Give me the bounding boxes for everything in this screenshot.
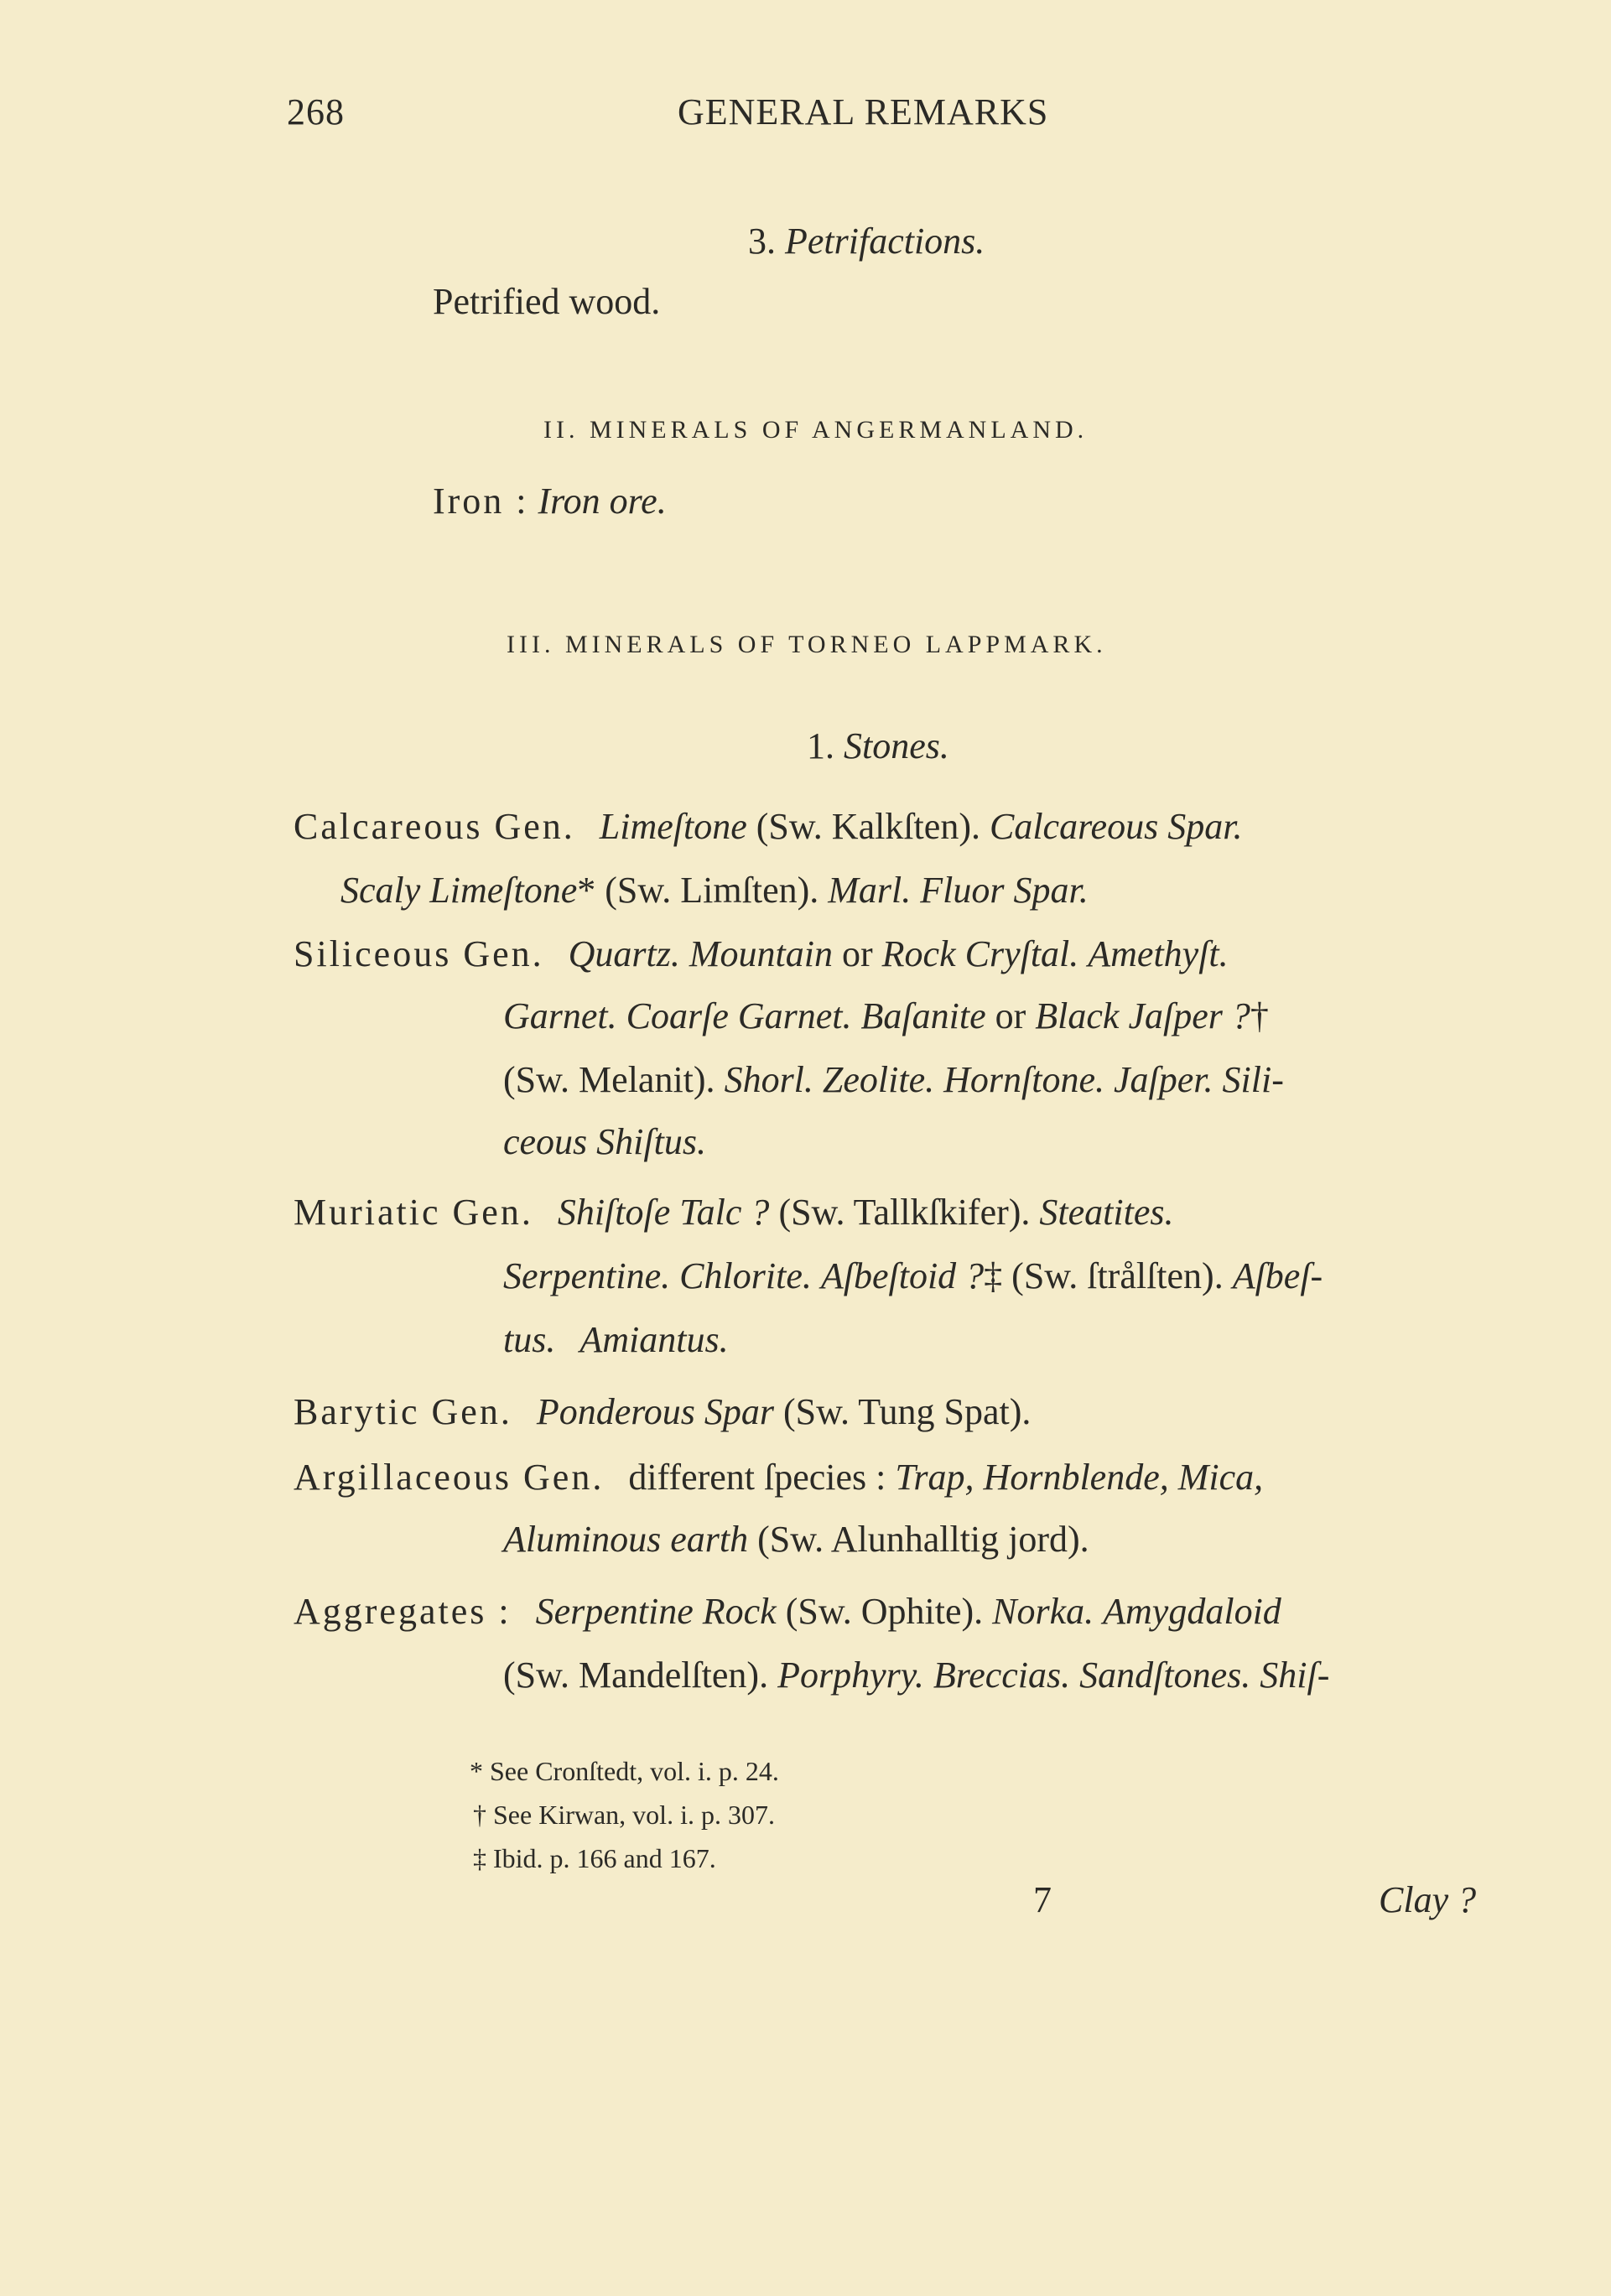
aluminous-earth: Aluminous earth	[503, 1519, 749, 1560]
scaly-limestone: Scaly Limeſtone	[340, 870, 578, 911]
mandelsten-line	[503, 1654, 1329, 1696]
signature-mark: 7	[1033, 1879, 1052, 1920]
or-word-2: or	[995, 995, 1026, 1036]
steatites: Steatites.	[1039, 1192, 1174, 1233]
tung-spat: (Sw. Tung Spat).	[782, 1391, 1032, 1432]
serpentine-line	[503, 1254, 1323, 1297]
norka: Norka.	[992, 1591, 1094, 1632]
porphyry: Porphyry.	[777, 1654, 924, 1696]
hornstone: Hornſtone.	[943, 1059, 1105, 1100]
aluminous-line	[503, 1518, 1089, 1561]
garnet: Garnet.	[503, 995, 617, 1036]
shorl: Shorl.	[724, 1059, 813, 1100]
amiantus-line	[503, 1318, 729, 1361]
zeolite: Zeolite.	[822, 1059, 935, 1100]
amethyst: Amethyſt.	[1088, 933, 1229, 974]
coarse-garnet: Coarſe Garnet.	[626, 995, 852, 1036]
muriatic-genus: Muriatic Gen.	[294, 1192, 533, 1233]
siliceous-shistus-line	[503, 1120, 706, 1163]
footnote-ref-double-dagger: ‡	[984, 1255, 1003, 1296]
scaly-limestone-line	[340, 869, 1089, 912]
fluor-spar: Fluor Spar.	[920, 870, 1089, 911]
basanite: Baſanite	[860, 995, 986, 1036]
section-3-title	[748, 220, 985, 262]
argillaceous-line	[294, 1456, 1263, 1499]
aggregates-line	[294, 1590, 1281, 1633]
section-3-name: Petrifactions.	[785, 221, 985, 262]
marl: Marl.	[828, 870, 912, 911]
serpentine: Serpentine.	[503, 1255, 671, 1296]
argillaceous-genus: Argillaceous Gen.	[294, 1457, 605, 1498]
tallkskifer: (Sw. Tallkſkifer).	[778, 1192, 1031, 1233]
amygdaloid: Amygdaloid	[1103, 1591, 1281, 1632]
serpentine-rock: Serpentine Rock	[535, 1591, 777, 1632]
siliceous-part1: Sili-	[1222, 1059, 1284, 1100]
footnote-1: * See Cronſtedt, vol. i. p. 24.	[470, 1756, 779, 1786]
siliceous-genus: Siliceous Gen.	[294, 933, 544, 974]
jasper: Jaſper.	[1114, 1059, 1213, 1100]
asbestus-part2: tus.	[503, 1319, 556, 1360]
chlorite: Chlorite.	[679, 1255, 812, 1296]
footnote-3: ‡ Ibid. p. 166 and 167.	[473, 1843, 716, 1873]
iron-label: Iron :	[433, 480, 529, 522]
quartz: Quartz.	[568, 933, 680, 974]
asbestus-part1: Aſbeſ-	[1232, 1255, 1323, 1296]
page-number: 268	[287, 91, 345, 132]
melanit-line	[503, 1058, 1284, 1101]
footnote-ref-star: *	[577, 870, 596, 911]
stones-subheading	[807, 725, 949, 767]
mandelsten: (Sw. Mandelſten).	[503, 1654, 769, 1696]
limsten: (Sw. Limſten).	[605, 870, 819, 911]
footnote-ref-dagger: †	[1250, 995, 1269, 1036]
limestone: Limeſtone	[599, 806, 747, 847]
shistus-part1: Shiſ-	[1260, 1654, 1330, 1696]
footnote-2: † See Kirwan, vol. i. p. 307.	[473, 1800, 775, 1830]
stralsten: (Sw. ſtrålſten).	[1011, 1255, 1224, 1296]
aggregates-genus: Aggregates :	[294, 1591, 512, 1632]
stones-number: 1.	[807, 725, 834, 766]
breccias: Breccias.	[933, 1654, 1071, 1696]
sandstones: Sandſtones.	[1079, 1654, 1251, 1696]
or-word-1: or	[842, 933, 873, 974]
amiantus: Amiantus.	[579, 1319, 729, 1360]
catchword-text: Clay ?	[1379, 1879, 1477, 1920]
stones-title: Stones.	[844, 725, 949, 766]
shistose-talc: Shiſtoſe Talc ?	[557, 1192, 770, 1233]
ophite: (Sw. Ophite).	[785, 1591, 984, 1632]
kalksten: (Sw. Kalkſten).	[756, 806, 980, 847]
iron-line	[433, 480, 667, 522]
siliceous-shistus: ceous Shiſtus.	[503, 1121, 706, 1162]
melanit: (Sw. Melanit).	[503, 1059, 715, 1100]
calcareous-genus: Calcareous Gen.	[294, 806, 575, 847]
section-iii-heading: III. MINERALS OF TORNEO LAPPMARK.	[507, 631, 1107, 658]
black-jasper: Black Jaſper ?	[1035, 995, 1250, 1036]
barytic-genus: Barytic Gen.	[294, 1391, 512, 1432]
barytic-line	[294, 1390, 1031, 1433]
section-3-number: 3.	[748, 221, 776, 262]
garnet-line	[503, 995, 1269, 1037]
different-species: different ſpecies :	[628, 1457, 886, 1498]
alunhalltig-jord: (Sw. Alunhalltig jord).	[757, 1519, 1089, 1560]
rock-crystal: Rock Cryſtal.	[881, 933, 1079, 974]
trap-hornblende-mica: Trap, Hornblende, Mica,	[895, 1457, 1264, 1498]
section-ii-heading: II. MINERALS OF ANGERMANLAND.	[543, 416, 1089, 444]
petrified-wood-item: Petrified wood.	[433, 281, 661, 322]
ponderous-spar: Ponderous Spar	[536, 1391, 774, 1432]
running-title: GENERAL REMARKS	[678, 91, 1049, 132]
calcareous-line	[294, 805, 1242, 848]
muriatic-line	[294, 1191, 1174, 1234]
calcareous-spar: Calcareous Spar.	[989, 806, 1243, 847]
mountain: Mountain	[689, 933, 833, 974]
siliceous-line	[294, 932, 1229, 975]
asbestoid: Aſbeſtoid ?	[820, 1255, 985, 1296]
iron-value: Iron ore.	[538, 480, 667, 522]
catchword	[1379, 1878, 1476, 1921]
